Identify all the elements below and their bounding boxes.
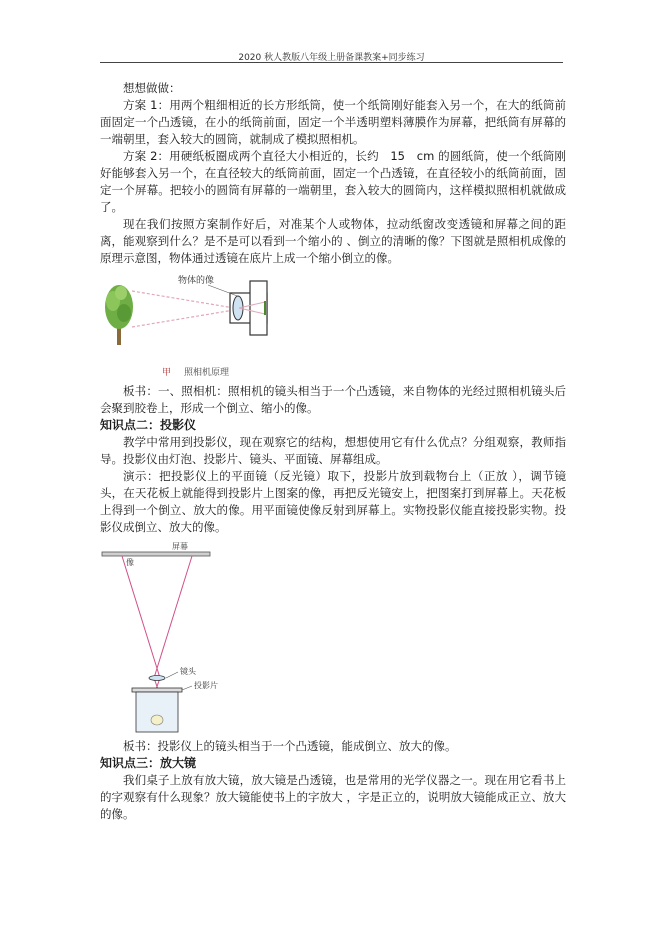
paragraph-plan-1: 方案 1：用两个粗细相近的长方形纸筒，使一个纸筒刚好能套入另一个，在大的纸筒前面固定一个凸透镜，在小的纸筒前面，固定一个半透明塑料薄膜作为屏幕，把纸筒有屏幕的一端朝里，套入较大的圆筒，就制成了模拟照相机。 [100,98,566,146]
tree-icon [105,285,133,329]
paragraph-think-do: 想想做做： [123,81,181,95]
label-image: 像 [126,558,134,567]
paragraph-board-projector: 板书：投影仪上的镜头相当于一个凸透镜，能成倒立、放大的像。 [123,739,457,753]
section-title-projector: 知识点二：投影仪 [100,418,197,432]
caption-number: 甲 [162,368,172,378]
label-lens: 镜头 [180,667,196,676]
lens-icon [149,676,165,681]
bulb-icon [151,715,163,725]
paragraph-projector-intro: 教学中常用到投影仪，现在观察它的结构，想想使用它有什么优点？分组观察，教师指导。投影仪由灯泡、投影片、镜头、平面镜、屏幕组成。 [100,435,566,466]
camera-diagram [100,271,566,383]
section-title-magnifier: 知识点三：放大镜 [100,756,197,770]
light-ray [132,309,240,327]
document-body [100,80,566,823]
projector-diagram [100,540,566,738]
lens-icon [233,296,243,320]
page-header: 2020 秋人教版八年级上册备课教案+同步练习 [238,53,425,63]
light-ray [132,291,240,309]
label-pointer [166,672,178,678]
label-screen: 屏幕 [172,542,188,551]
light-ray [154,556,192,678]
inverted-image [264,301,266,315]
light-ray [122,556,160,678]
label-pointer [182,686,192,690]
projector-figure [100,540,566,738]
paragraph-plan-2: 方案 2：用硬纸板圈成两个直径大小相近的，长约 15 cm 的圆纸筒，使一个纸筒刚好能够套入另一个，在直径较大的纸筒前面，固定一个凸透镜，在直径较小的纸筒前面，固定一个屏幕。把较小的圆筒有屏幕的一端朝里，套入较大的圆筒内，这样模拟照相机就做成了。 [100,149,566,214]
paragraph-observation: 现在我们按照方案制作好后，对准某个人或物体，拉动纸窗改变透镜和屏幕之间的距离，能观察到什么？是不是可以看到一个缩小的 、倒立的清晰的像？下图就是照相机成像的原理示意图，物体通过透镜在底片上成一个缩小倒立的像。 [100,217,566,265]
paragraph-projector-demo: 演示：把投影仪上的平面镜（反光镜）取下，投影片放到载物台上（正放 ），调节镜头，在天花板上就能得到投影片上图案的像，再把反光镜安上，把图案打到屏幕上。天花板上得到一个倒立、放大的像。用平面镜使像反射到屏幕上。实物投影仪能直接投影实物。投影仪成倒立、放大的像。 [100,469,566,534]
screen-bar [102,552,210,556]
label-object-image: 物体的像 [178,276,215,286]
camera-principle-figure [100,271,566,383]
paragraph-board-camera: 板书：一、照相机：照相机的镜头相当于一个凸透镜，来自物体的光经过照相机镜头后会聚到胶卷上，形成一个倒立、缩小的像。 [100,384,566,415]
figure-caption: 照相机原理 [184,368,230,378]
stage-plate [132,688,182,692]
projector-box [136,692,178,732]
paragraph-magnifier: 我们桌子上放有放大镜，放大镜是凸透镜，也是常用的光学仪器之一。现在用它看书上的字观察有什么现象？放大镜能使书上的字放大 ，字是正立的，说明放大镜能成正立、放大的像。 [100,773,566,821]
label-pointer [208,285,240,297]
header-divider [100,62,563,63]
label-slide: 投影片 [194,681,218,690]
